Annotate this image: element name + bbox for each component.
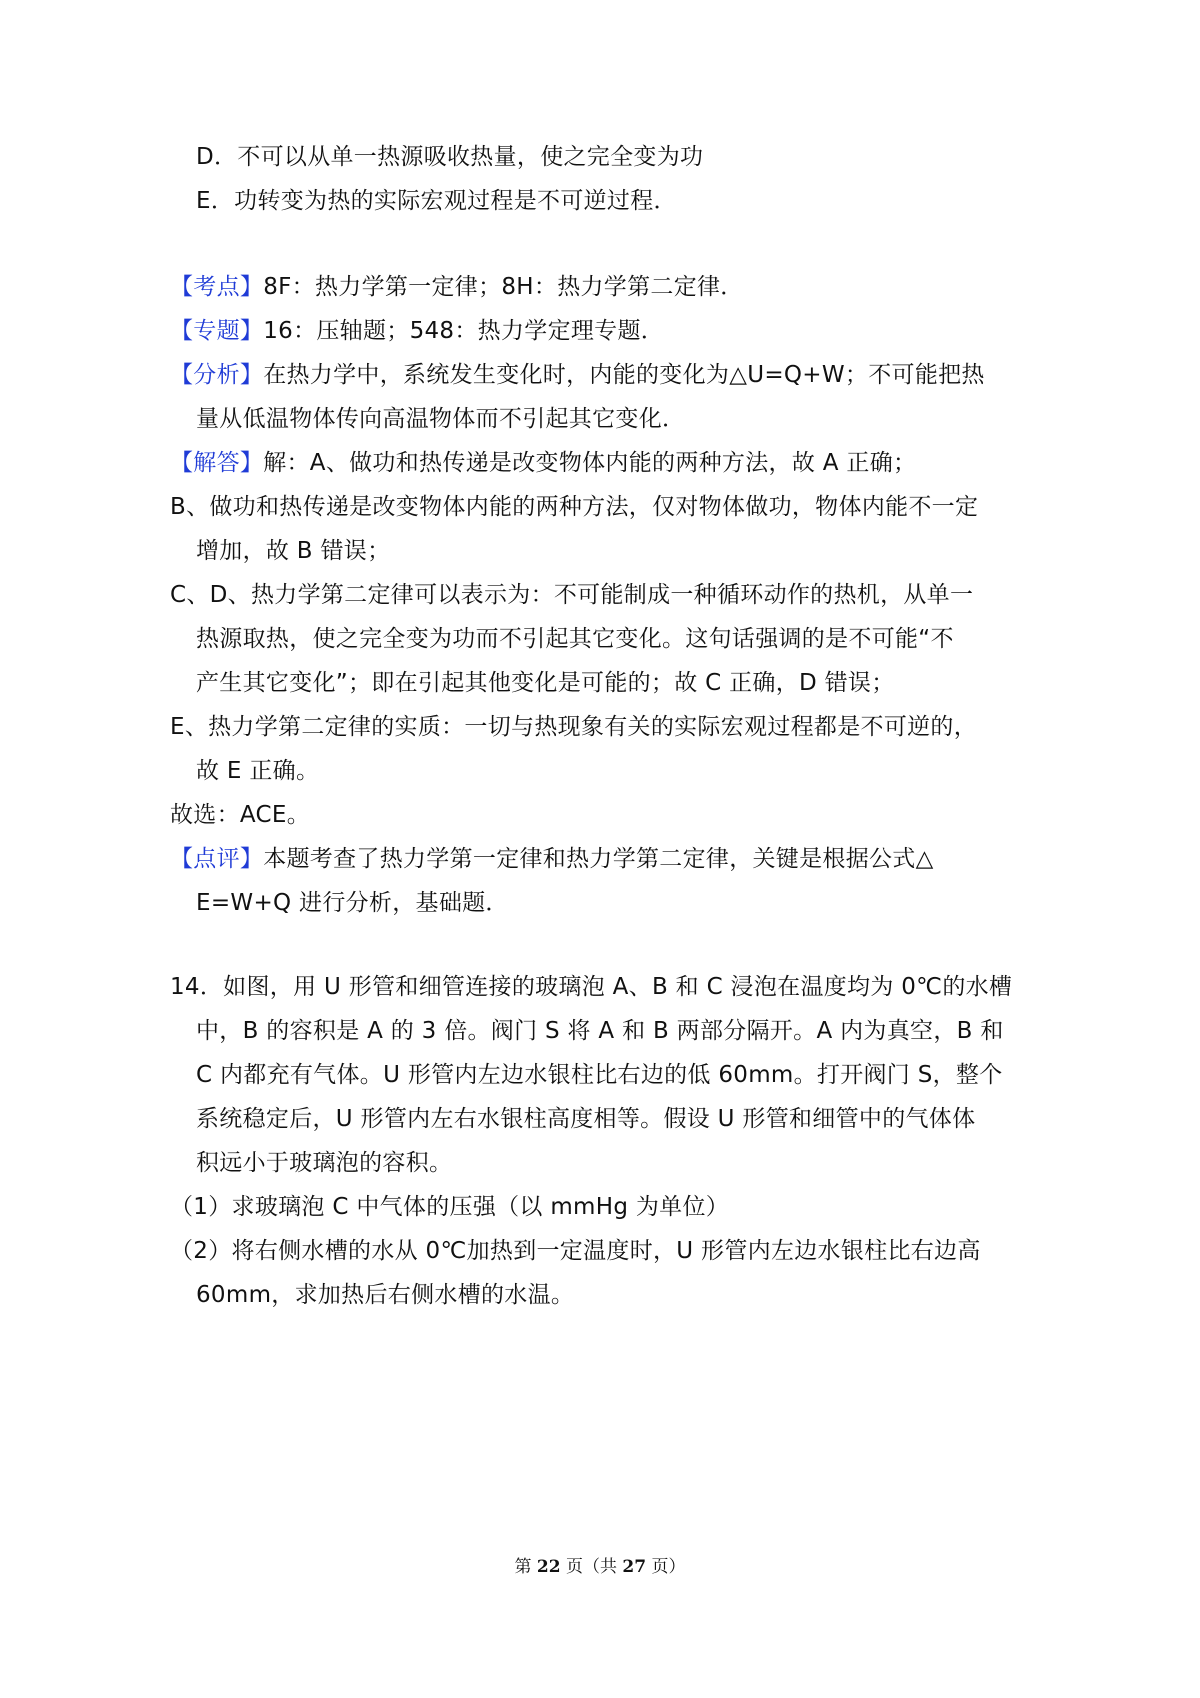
fenxi-text-line2: 量从低温物体传向高温物体而不引起其它变化． bbox=[196, 406, 686, 432]
dianping-label: 【点评】 bbox=[170, 846, 264, 872]
jieda-b-line1: B、做功和热传递是改变物体内能的两种方法，仅对物体做功，物体内能不一定 bbox=[170, 494, 979, 520]
jieda-cd-line1: C、D、热力学第二定律可以表示为：不可能制成一种循环动作的热机，从单一 bbox=[170, 582, 974, 608]
jieda-cd-line3: 产生其它变化”；即在引起其他变化是可能的；故 C 正确，D 错误； bbox=[196, 670, 895, 696]
zhuanti-row bbox=[170, 314, 664, 348]
dianping-text-line1: 本题考查了热力学第一定律和热力学第二定律，关键是根据公式△ bbox=[263, 846, 934, 872]
q14-sub1: （1）求玻璃泡 C 中气体的压强（以 mmHg 为单位） bbox=[170, 1194, 730, 1220]
kaodian-label: 【考点】 bbox=[170, 274, 264, 300]
kaodian-text: 8F：热力学第一定律；8H：热力学第二定律． bbox=[263, 274, 744, 300]
q14-sub2-line2: 60mm，求加热后右侧水槽的水温。 bbox=[196, 1282, 575, 1308]
kaodian-row bbox=[170, 270, 744, 304]
footer-page-number: 22 bbox=[536, 1557, 561, 1577]
fenxi-label: 【分析】 bbox=[170, 362, 264, 388]
footer-suffix: 页） bbox=[651, 1557, 686, 1577]
q14-line4: 系统稳定后，U 形管内左右水银柱高度相等。假设 U 形管和细管中的气体体 bbox=[196, 1106, 976, 1132]
footer-total-pages: 27 bbox=[622, 1557, 647, 1577]
q14-sub2-line1: （2）将右侧水槽的水从 0℃加热到一定温度时，U 形管内左边水银柱比右边高 bbox=[170, 1238, 981, 1264]
dianping-text-line2: E=W+Q 进行分析，基础题． bbox=[196, 890, 509, 916]
page-footer bbox=[0, 1555, 1200, 1579]
q14-line1: 14．如图，用 U 形管和细管连接的玻璃泡 A、B 和 C 浸泡在温度均为 0℃的水槽 bbox=[170, 974, 1013, 1000]
dianping-row bbox=[170, 842, 934, 876]
jieda-e-line2: 故 E 正确。 bbox=[196, 758, 320, 784]
jieda-row bbox=[170, 446, 916, 480]
fenxi-text-line1: 在热力学中，系统发生变化时，内能的变化为△U=Q+W；不可能把热 bbox=[263, 362, 985, 388]
jieda-answer: 故选：ACE。 bbox=[170, 802, 311, 828]
jieda-e-line1: E、热力学第二定律的实质：一切与热现象有关的实际宏观过程都是不可逆的， bbox=[170, 714, 978, 740]
q14-line2: 中，B 的容积是 A 的 3 倍。阀门 S 将 A 和 B 两部分隔开。A 内为真空，B 和 bbox=[196, 1018, 1004, 1044]
option-e: E．功转变为热的实际宏观过程是不可逆过程． bbox=[196, 188, 677, 214]
fenxi-row bbox=[170, 358, 985, 392]
jieda-label: 【解答】 bbox=[170, 450, 264, 476]
footer-mid: 页（共 bbox=[566, 1557, 617, 1577]
zhuanti-label: 【专题】 bbox=[170, 318, 264, 344]
jieda-text-line1: 解：A、做功和热传递是改变物体内能的两种方法，故 A 正确； bbox=[263, 450, 917, 476]
zhuanti-text: 16：压轴题；548：热力学定理专题． bbox=[263, 318, 665, 344]
option-d: D．不可以从单一热源吸收热量，使之完全变为功 bbox=[196, 144, 704, 170]
jieda-cd-line2: 热源取热，使之完全变为功而不引起其它变化。这句话强调的是不可能“不 bbox=[196, 626, 954, 652]
jieda-b-line2: 增加，故 B 错误； bbox=[196, 538, 391, 564]
q14-line5: 积远小于玻璃泡的容积。 bbox=[196, 1150, 453, 1176]
footer-prefix: 第 bbox=[514, 1557, 532, 1577]
q14-line3: C 内都充有气体。U 形管内左边水银柱比右边的低 60mm。打开阀门 S，整个 bbox=[196, 1062, 1003, 1088]
